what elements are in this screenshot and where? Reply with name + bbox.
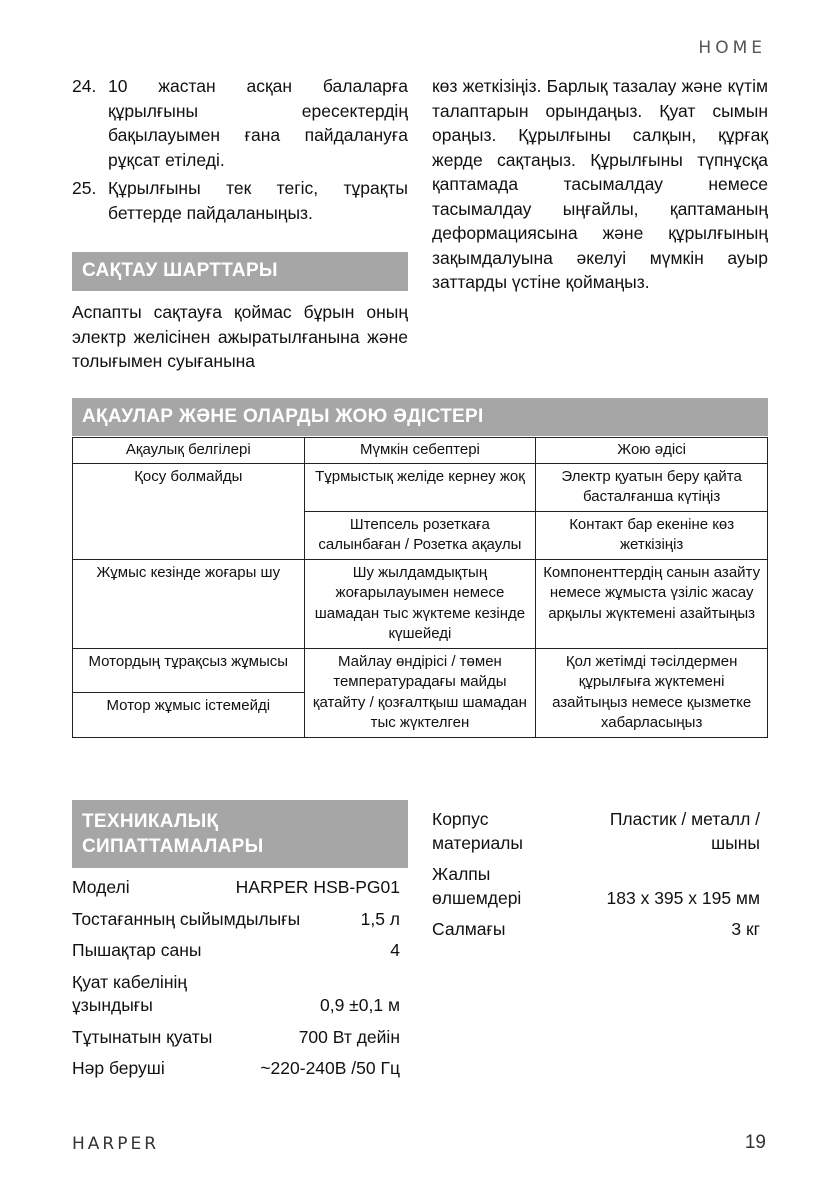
table-row [73, 559, 768, 648]
spec-value: HARPER HSB-PG01 [235, 877, 400, 897]
spec-label: Пышақтар саны [72, 940, 202, 960]
specs-title-line1: ТЕХНИКАЛЫҚ [82, 811, 219, 832]
table-row [73, 648, 768, 693]
cell-symptom: Қосу болмайды [73, 463, 305, 559]
troubleshooting-table [72, 437, 768, 738]
spec-row [432, 918, 760, 942]
specs-section-title [72, 800, 408, 868]
spec-value: Пластик / металл / шыны [609, 809, 760, 853]
spec-value: ~220-240В /50 Гц [260, 1058, 400, 1078]
storage-section-title: САҚТАУ ШАРТТАРЫ [72, 252, 408, 291]
specs-title-line2: СИПАТТАМАЛАРЫ [82, 836, 264, 857]
spec-value: 0,9 ±0,1 м [319, 995, 400, 1015]
spec-value: 4 [390, 940, 400, 960]
list-number: 25. [72, 178, 97, 198]
spec-row [72, 1057, 400, 1081]
cell-symptom: Мотордың тұрақсыз жұмысы [73, 648, 305, 693]
spec-label: Корпус материалы [432, 809, 523, 853]
spec-row [432, 863, 760, 910]
cell-cause: Шу жылдамдықтың жоғарылауымен немесе шамадан тыс жүктеме кезінде күшейеді [304, 559, 536, 648]
list-item [72, 74, 408, 172]
specs-list-left [72, 876, 400, 1089]
spec-label: Тұтынатын қуаты [72, 1026, 213, 1047]
spec-row [72, 908, 400, 932]
instructions-list [72, 74, 408, 229]
spec-row [432, 808, 760, 855]
cell-fix: Электр қуатын беру қайта басталғанша күтіңіз [536, 463, 768, 511]
cell-symptom: Мотор жұмыс істемейді [73, 693, 305, 738]
column-header-fix: Жою әдісі [536, 438, 768, 464]
spec-label: Салмағы [432, 919, 506, 939]
list-text: 10 жастан асқан балаларға құрылғыны ересектердің бақылауымен ғана пайдалануға рұқсат етіледі. [108, 76, 408, 170]
page-number: 19 [744, 1132, 766, 1153]
spec-label: Моделі [72, 877, 130, 897]
cell-cause: Штепсель розеткаға салынбаған / Розетка ақаулы [304, 511, 536, 559]
list-item [72, 176, 408, 225]
storage-text-right: көз жеткізіңіз. Барлық тазалау және күтім талаптарын орындаңыз. Қуат сымын ораңыз. Құрылғыны салқын, құрғақ жерде сақтаңыз. Құрылғыны түпнұсқа қаптамада тасымалдау немесе тасымалдау ыңғайлы, қаптаманың деформациясына және құрылғының зақымдалуына әкелуі мүмкін ауыр заттарды үстіне қоймаңыз. [432, 76, 768, 292]
troubleshooting-section-title: АҚАУЛАР ЖӘНЕ ОЛАРДЫ ЖОЮ ӘДІСТЕРІ [72, 398, 768, 436]
cell-fix: Қол жетімді тәсілдермен құрылғыға жүктемені азайтыңыз немесе қызметке хабарласыңыз [536, 648, 768, 737]
table-header-row [73, 438, 768, 464]
spec-value: 1,5 л [360, 908, 400, 929]
spec-label: Тостағанның сыйымдылығы [72, 908, 301, 929]
cell-fix: Компоненттердің санын азайту немесе жұмыста үзіліс жасау арқылы жүктемені азайтыңыз [536, 559, 768, 648]
spec-row [72, 876, 400, 900]
home-logo: HOME [698, 38, 766, 58]
storage-text-left: Аспапты сақтауға қоймас бұрын оның электр желісінен ажыратылғанына және толығымен суығанына [72, 302, 408, 371]
cell-cause: Майлау өндірісі / төмен температурадағы майды қатайту / қозғалтқыш шамадан тыс жүктелген [304, 648, 536, 737]
brand-logo: HARPER [72, 1134, 160, 1154]
cell-fix: Контакт бар екеніне көз жеткізіңіз [536, 511, 768, 559]
spec-value: 3 кг [731, 919, 760, 939]
spec-row [72, 971, 400, 1018]
spec-label: Қуат кабелінің ұзындығы [72, 971, 188, 1015]
column-header-symptom: Ақаулық белгілері [73, 438, 305, 464]
cell-symptom: Жұмыс кезінде жоғары шу [73, 559, 305, 648]
specs-list-right [432, 808, 760, 950]
cell-cause: Тұрмыстық желіде кернеу жоқ [304, 463, 536, 511]
list-text: Құрылғыны тек тегіс, тұрақты беттерде пайдаланыңыз. [108, 178, 408, 223]
spec-value: 700 Вт дейін [298, 1026, 400, 1047]
table-row [73, 463, 768, 511]
spec-row [72, 939, 400, 963]
spec-row [72, 1026, 400, 1050]
list-number: 24. [72, 76, 97, 96]
spec-value: 183 x 395 x 195 мм [606, 887, 760, 908]
spec-label: Жалпы өлшемдері [432, 864, 522, 908]
spec-label: Нәр беруші [72, 1058, 165, 1078]
column-header-cause: Мүмкін себептері [304, 438, 536, 464]
